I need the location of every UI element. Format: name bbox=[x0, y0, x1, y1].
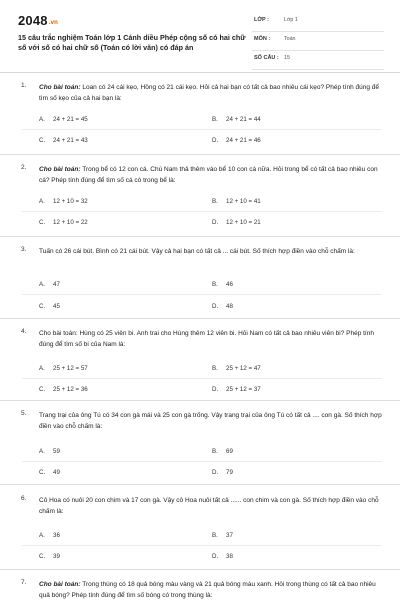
option-letter: D. bbox=[212, 219, 219, 226]
logo-suffix: .vn bbox=[48, 20, 59, 26]
option-text: 49 bbox=[53, 469, 60, 476]
option-letter: C. bbox=[39, 469, 46, 476]
option-letter: C. bbox=[39, 553, 46, 560]
option-text: 47 bbox=[53, 281, 60, 288]
question-number: 3. bbox=[21, 246, 27, 253]
option-c[interactable] bbox=[39, 137, 189, 144]
option-text: 25 + 12 = 47 bbox=[226, 365, 261, 372]
question-text bbox=[39, 495, 384, 517]
option-letter: B. bbox=[212, 116, 218, 123]
option-text: 24 + 21 = 46 bbox=[226, 137, 261, 144]
option-divider bbox=[22, 294, 382, 295]
option-text: 38 bbox=[226, 553, 233, 560]
option-text: 24 + 21 = 44 bbox=[226, 116, 261, 123]
option-letter: D. bbox=[212, 469, 219, 476]
question-text bbox=[39, 579, 384, 600]
question-body: Loan có 24 cái kẹo, Hồng có 21 cái kẹo. Hỏi cả hai bạn có tất cả bao nhiêu cái kẹo? Phép tính đúng để tìm số kẹo của cả hai bạn là: bbox=[39, 84, 380, 102]
option-b[interactable] bbox=[212, 281, 362, 288]
question-number: 2. bbox=[21, 164, 27, 171]
meta-label: LỚP : bbox=[254, 17, 269, 23]
option-text: 12 + 10 = 22 bbox=[53, 219, 88, 226]
option-b[interactable] bbox=[212, 198, 362, 205]
option-letter: D. bbox=[212, 303, 219, 310]
option-a[interactable] bbox=[39, 365, 189, 372]
option-letter: B. bbox=[212, 365, 218, 372]
option-text: 12 + 10 = 41 bbox=[226, 198, 261, 205]
option-divider bbox=[22, 211, 382, 212]
question-body: Trong thùng có 18 quả bóng màu vàng và 21 quả bóng màu xanh. Hỏi trong thùng có tất cả bao nhiêu quả bóng? Phép tính đúng để tìm số bóng có trong thùng là: bbox=[39, 581, 376, 599]
question-divider bbox=[0, 400, 400, 401]
header-divider bbox=[0, 72, 400, 73]
option-letter: A. bbox=[39, 198, 45, 205]
option-a[interactable] bbox=[39, 448, 189, 455]
meta-row-class bbox=[252, 13, 384, 32]
option-text: 12 + 10 = 21 bbox=[226, 219, 261, 226]
option-divider bbox=[22, 461, 382, 462]
option-b[interactable] bbox=[212, 365, 362, 372]
option-b[interactable] bbox=[212, 116, 362, 123]
option-letter: C. bbox=[39, 386, 46, 393]
question-prefix: Cho bài toán: bbox=[39, 166, 81, 173]
logo-text: 2048 bbox=[18, 13, 48, 28]
option-text: 36 bbox=[53, 532, 60, 539]
option-letter: B. bbox=[212, 281, 218, 288]
option-letter: B. bbox=[212, 532, 218, 539]
option-c[interactable] bbox=[39, 219, 189, 226]
option-letter: A. bbox=[39, 532, 45, 539]
meta-value: Toán bbox=[284, 36, 296, 42]
question-number: 1. bbox=[21, 82, 27, 89]
option-text: 39 bbox=[53, 553, 60, 560]
option-divider bbox=[22, 545, 382, 546]
question-text bbox=[39, 82, 384, 104]
option-letter: A. bbox=[39, 448, 45, 455]
option-letter: A. bbox=[39, 116, 45, 123]
question-prefix: Cho bài toán: bbox=[39, 84, 81, 91]
question-prefix: Cho bài toán: bbox=[39, 581, 81, 588]
option-d[interactable] bbox=[212, 469, 362, 476]
option-letter: D. bbox=[212, 553, 219, 560]
question-divider bbox=[0, 484, 400, 485]
question-divider bbox=[0, 154, 400, 155]
option-a[interactable] bbox=[39, 198, 189, 205]
option-text: 69 bbox=[226, 448, 233, 455]
meta-value: 15 bbox=[284, 55, 290, 61]
option-letter: D. bbox=[212, 137, 219, 144]
option-text: 24 + 21 = 45 bbox=[53, 116, 88, 123]
option-divider bbox=[22, 129, 382, 130]
question-body: Tuấn có 26 cái bút. Bình có 21 cái bút. Vậy cả hai bạn có tất cả ... cái bút. Số thích hợp điền vào chỗ chấm là: bbox=[39, 248, 355, 255]
option-text: 59 bbox=[53, 448, 60, 455]
option-c[interactable] bbox=[39, 469, 189, 476]
option-letter: A. bbox=[39, 281, 45, 288]
option-text: 24 + 21 = 43 bbox=[53, 137, 88, 144]
option-divider bbox=[22, 378, 382, 379]
question-number: 4. bbox=[21, 328, 27, 335]
option-d[interactable] bbox=[212, 219, 362, 226]
option-letter: C. bbox=[39, 303, 46, 310]
option-d[interactable] bbox=[212, 303, 362, 310]
option-a[interactable] bbox=[39, 116, 189, 123]
meta-label: SỐ CÂU : bbox=[254, 55, 279, 61]
question-text bbox=[39, 246, 384, 257]
option-c[interactable] bbox=[39, 553, 189, 560]
question-number: 5. bbox=[21, 410, 27, 417]
question-body: Trang trại của ông Tú có 34 con gà mái và 25 con gà trống. Vậy trang trại của ông Tú có tất cả .... con gà. Số thích hợp điền vào chỗ chấm là: bbox=[39, 412, 382, 430]
option-d[interactable] bbox=[212, 386, 362, 393]
meta-row-count bbox=[252, 51, 384, 70]
document-title: 15 câu trắc nghiệm Toán lớp 1 Cánh diều Phép cộng số có hai chữ số với số có hai chữ số (Toán có lời văn) có đáp án bbox=[18, 33, 246, 52]
option-a[interactable] bbox=[39, 532, 189, 539]
option-d[interactable] bbox=[212, 137, 362, 144]
meta-row-subject bbox=[252, 32, 384, 51]
document-meta bbox=[252, 13, 384, 70]
option-letter: A. bbox=[39, 365, 45, 372]
option-c[interactable] bbox=[39, 386, 189, 393]
site-logo[interactable] bbox=[18, 13, 58, 28]
question-number: 7. bbox=[21, 579, 27, 586]
option-text: 25 + 12 = 36 bbox=[53, 386, 88, 393]
question-divider bbox=[0, 318, 400, 319]
option-text: 48 bbox=[226, 303, 233, 310]
question-body: Cho bài toán: Hùng có 25 viên bi. Anh trai cho Hùng thêm 12 viên bi. Hỏi Nam có tất cả bao nhiêu viên bi? Phép tính đúng để tìm số bi của Nam là: bbox=[39, 330, 374, 348]
option-a[interactable] bbox=[39, 281, 189, 288]
question-text bbox=[39, 410, 384, 432]
option-letter: C. bbox=[39, 137, 46, 144]
option-b[interactable] bbox=[212, 532, 362, 539]
option-text: 46 bbox=[226, 281, 233, 288]
option-text: 37 bbox=[226, 532, 233, 539]
page-header bbox=[0, 0, 400, 72]
meta-label: MÔN : bbox=[254, 36, 271, 42]
option-d[interactable] bbox=[212, 553, 362, 560]
option-text: 12 + 10 = 32 bbox=[53, 198, 88, 205]
option-letter: D. bbox=[212, 386, 219, 393]
question-text bbox=[39, 164, 384, 186]
option-text: 45 bbox=[53, 303, 60, 310]
option-text: 25 + 12 = 37 bbox=[226, 386, 261, 393]
question-body: Trong bể có 12 con cá. Chú Nam thả thêm vào bể 10 con cá nữa. Hỏi trong bể có tất cả bao nhiêu con cá? Phép tính đúng để tìm số cá có trong bể là: bbox=[39, 166, 378, 184]
question-divider bbox=[0, 569, 400, 570]
question-text bbox=[39, 328, 384, 350]
option-letter: B. bbox=[212, 198, 218, 205]
question-divider bbox=[0, 236, 400, 237]
option-text: 79 bbox=[226, 469, 233, 476]
option-b[interactable] bbox=[212, 448, 362, 455]
meta-value: Lớp 1 bbox=[284, 17, 298, 23]
option-text: 25 + 12 = 57 bbox=[53, 365, 88, 372]
option-c[interactable] bbox=[39, 303, 189, 310]
option-letter: B. bbox=[212, 448, 218, 455]
question-number: 6. bbox=[21, 495, 27, 502]
option-letter: C. bbox=[39, 219, 46, 226]
question-body: Cô Hoa có nuôi 20 con chim và 17 con gà. Vậy cô Hoa nuôi tất cả ...... con chim và con gà. Số thích hợp điền vào chỗ chấm là: bbox=[39, 497, 379, 515]
